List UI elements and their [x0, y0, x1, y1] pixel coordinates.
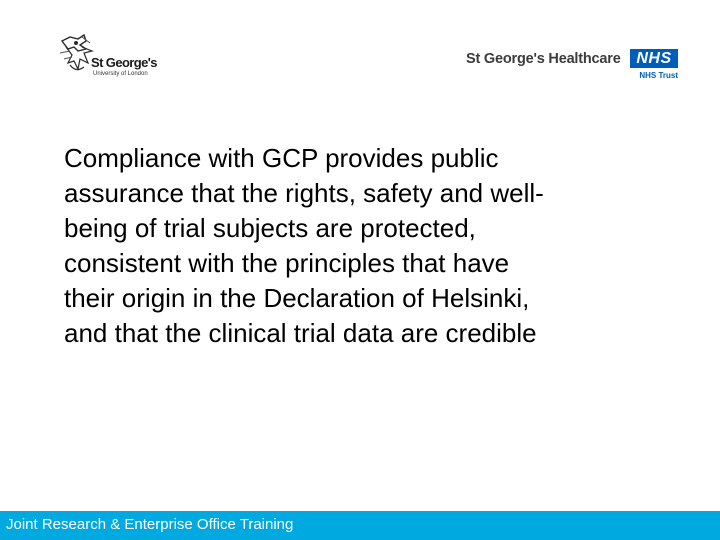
- footer-bar: [0, 511, 720, 540]
- healthcare-organisation-name: St George's Healthcare: [466, 51, 621, 67]
- body-line: Compliance with GCP provides public: [64, 143, 499, 173]
- slide-body-text: [64, 141, 684, 351]
- st-georges-healthcare-logo: [466, 46, 680, 86]
- st-georges-university-logo: [56, 33, 176, 83]
- st-george-dragon-icon: [56, 33, 96, 77]
- university-subtitle: University of London: [93, 71, 148, 77]
- footer-label: Joint Research & Enterprise Office Training: [6, 516, 294, 533]
- body-line: being of trial subjects are protected,: [64, 213, 476, 243]
- university-name: St George's: [91, 55, 157, 70]
- body-line: their origin in the Declaration of Helsinki,: [64, 283, 530, 313]
- body-line: assurance that the rights, safety and well-: [64, 178, 544, 208]
- nhs-trust-label: NHS Trust: [639, 71, 678, 80]
- nhs-badge-text: NHS: [636, 50, 672, 67]
- body-line: consistent with the principles that have: [64, 248, 510, 278]
- body-line: and that the clinical trial data are credible: [64, 318, 537, 348]
- nhs-badge: [630, 49, 678, 68]
